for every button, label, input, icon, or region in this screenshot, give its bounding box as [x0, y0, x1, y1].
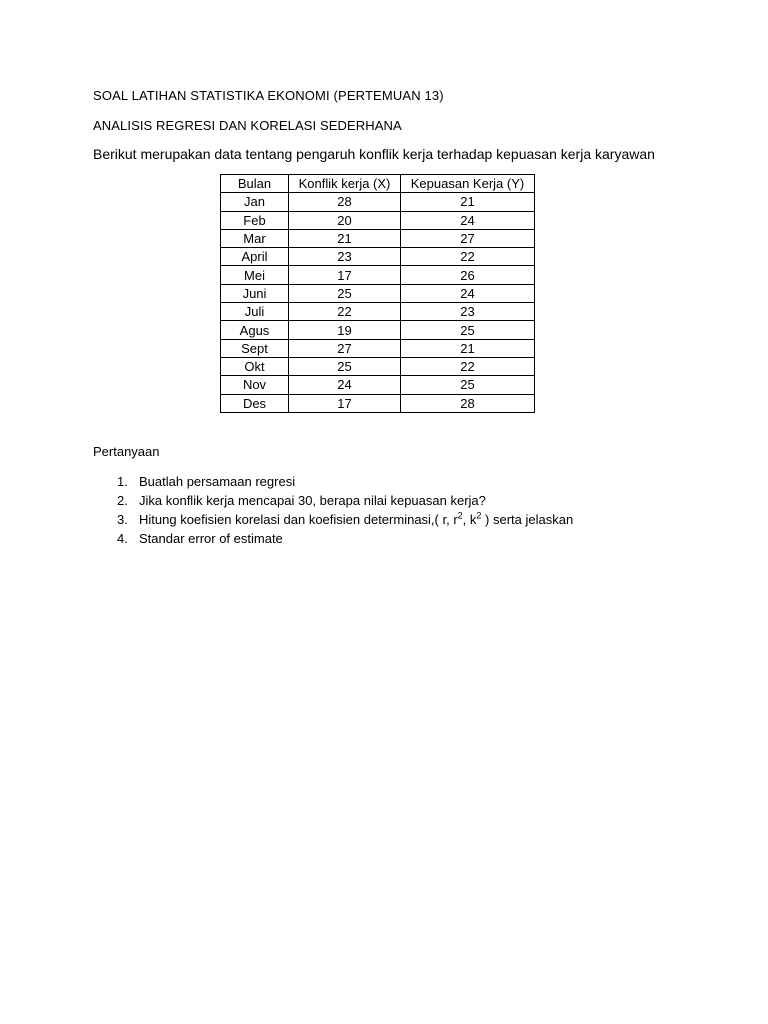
table-row [221, 229, 535, 247]
list-item [93, 529, 573, 548]
item-number: 4. [117, 531, 128, 546]
cell-konflik: 19 [289, 321, 401, 339]
table-row [221, 321, 535, 339]
table-row [221, 284, 535, 302]
cell-kepuasan: 21 [401, 339, 535, 357]
cell-bulan: Agus [221, 321, 289, 339]
cell-bulan: Feb [221, 211, 289, 229]
cell-kepuasan: 22 [401, 357, 535, 375]
table-row [221, 248, 535, 266]
document-title: SOAL LATIHAN STATISTIKA EKONOMI (PERTEMUAN 13) [93, 88, 444, 103]
table-row [221, 357, 535, 375]
cell-bulan: Nov [221, 376, 289, 394]
cell-kepuasan: 21 [401, 193, 535, 211]
item-number: 1. [117, 474, 128, 489]
table-row [221, 193, 535, 211]
cell-bulan: April [221, 248, 289, 266]
cell-konflik: 17 [289, 266, 401, 284]
column-header-bulan: Bulan [221, 175, 289, 193]
table-row [221, 303, 535, 321]
cell-konflik: 20 [289, 211, 401, 229]
superscript: 2 [457, 510, 463, 521]
cell-bulan: Mar [221, 229, 289, 247]
cell-bulan: Jan [221, 193, 289, 211]
cell-kepuasan: 24 [401, 284, 535, 302]
cell-konflik: 24 [289, 376, 401, 394]
questions-list [93, 472, 573, 548]
document-subtitle: ANALISIS REGRESI DAN KORELASI SEDERHANA [93, 118, 402, 133]
cell-bulan: Juli [221, 303, 289, 321]
cell-konflik: 21 [289, 229, 401, 247]
cell-bulan: Okt [221, 357, 289, 375]
cell-bulan: Des [221, 394, 289, 412]
cell-bulan: Mei [221, 266, 289, 284]
item-number: 3. [117, 512, 128, 527]
cell-bulan: Juni [221, 284, 289, 302]
cell-konflik: 25 [289, 284, 401, 302]
data-table [220, 174, 535, 413]
item-number: 2. [117, 493, 128, 508]
cell-kepuasan: 22 [401, 248, 535, 266]
cell-konflik: 22 [289, 303, 401, 321]
intro-text: Berikut merupakan data tentang pengaruh konflik kerja terhadap kepuasan kerja karyawan [93, 146, 655, 162]
cell-konflik: 27 [289, 339, 401, 357]
table-row [221, 394, 535, 412]
table-row [221, 339, 535, 357]
questions-heading: Pertanyaan [93, 444, 160, 459]
cell-kepuasan: 26 [401, 266, 535, 284]
cell-kepuasan: 24 [401, 211, 535, 229]
list-item [93, 472, 573, 491]
table-row [221, 266, 535, 284]
cell-kepuasan: 25 [401, 376, 535, 394]
cell-konflik: 28 [289, 193, 401, 211]
superscript: 2 [476, 510, 482, 521]
item-text: Standar error of estimate [139, 531, 283, 546]
table-header-row [221, 175, 535, 193]
item-text-mid: , k [462, 512, 477, 527]
item-text: Buatlah persamaan regresi [139, 474, 296, 489]
table-row [221, 211, 535, 229]
cell-kepuasan: 27 [401, 229, 535, 247]
table-row [221, 376, 535, 394]
item-text-before: Hitung koefisien korelasi dan koefisien determinasi,( r, r [139, 512, 458, 527]
item-text-after: ) serta jelaskan [481, 512, 574, 527]
table-body [221, 193, 535, 413]
cell-konflik: 17 [289, 394, 401, 412]
item-text: Jika konflik kerja mencapai 30, berapa nilai kepuasan kerja? [139, 493, 486, 508]
cell-kepuasan: 23 [401, 303, 535, 321]
list-item [93, 510, 573, 529]
column-header-konflik: Konflik kerja (X) [289, 175, 401, 193]
column-header-kepuasan: Kepuasan Kerja (Y) [401, 175, 535, 193]
cell-konflik: 23 [289, 248, 401, 266]
cell-kepuasan: 28 [401, 394, 535, 412]
cell-konflik: 25 [289, 357, 401, 375]
cell-bulan: Sept [221, 339, 289, 357]
list-item [93, 491, 573, 510]
cell-kepuasan: 25 [401, 321, 535, 339]
